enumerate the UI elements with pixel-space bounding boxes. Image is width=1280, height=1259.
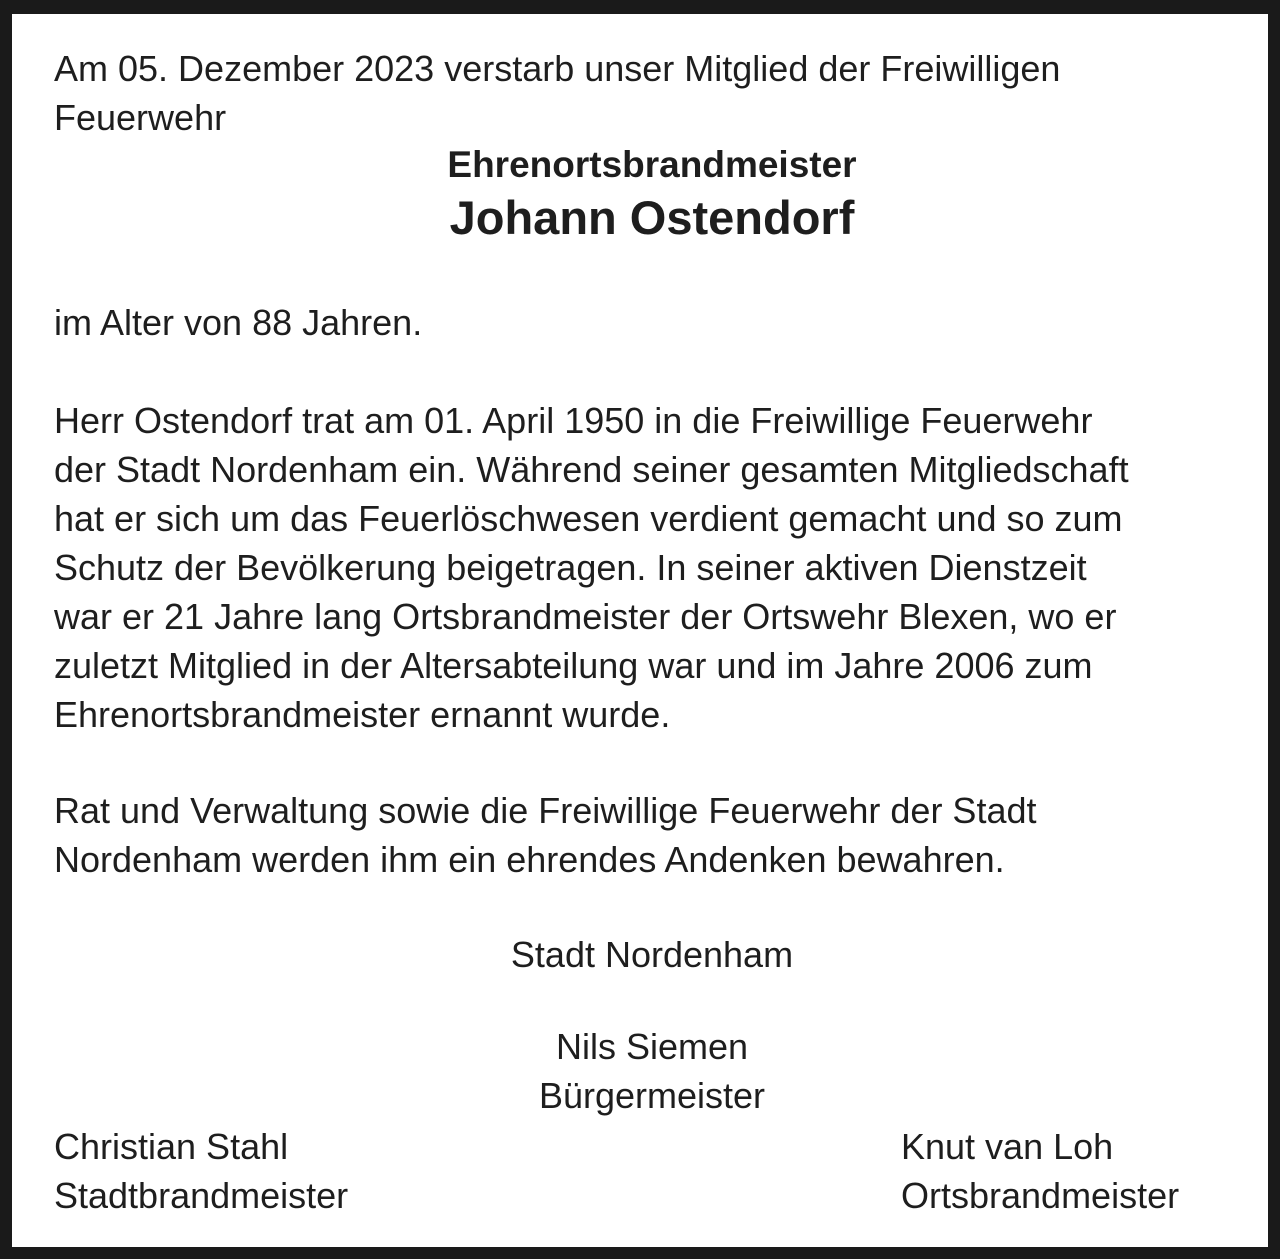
biography-line: Herr Ostendorf trat am 01. April 1950 in die Freiwillige Feuerwehr — [54, 400, 1093, 441]
intro-line: Feuerwehr — [54, 97, 227, 138]
signatory-left — [54, 1122, 348, 1220]
organization-name: Stadt Nordenham — [510, 934, 794, 975]
signatory-left-name: Christian Stahl — [54, 1126, 289, 1167]
biography-paragraph — [54, 396, 1129, 739]
biography-line: hat er sich um das Feuerlöschwesen verdient gemacht und so zum — [54, 498, 1123, 539]
signatory-right-title: Ortsbrandmeister — [901, 1175, 1180, 1216]
deceased-name: Johann Ostendorf — [449, 191, 855, 244]
biography-line: Ehrenortsbrandmeister ernannt wurde. — [54, 694, 671, 735]
age-line: im Alter von 88 Jahren. — [54, 302, 423, 343]
closing-line: Nordenham werden ihm ein ehrendes Andenken bewahren. — [54, 839, 1005, 880]
signatory-left-title: Stadtbrandmeister — [54, 1175, 349, 1216]
signatory-center-title: Bürgermeister — [538, 1075, 766, 1116]
closing-line: Rat und Verwaltung sowie die Freiwillige Feuerwehr der Stadt — [54, 790, 1037, 831]
biography-line: war er 21 Jahre lang Ortsbrandmeister der Ortswehr Blexen, wo er — [54, 596, 1117, 637]
biography-line: Schutz der Bevölkerung beigetragen. In seiner aktiven Dienstzeit — [54, 547, 1087, 588]
signatory-right — [901, 1122, 1179, 1220]
intro-line: Am 05. Dezember 2023 verstarb unser Mitglied der Freiwilligen — [54, 48, 1061, 89]
biography-line: zuletzt Mitglied in der Altersabteilung war und im Jahre 2006 zum — [54, 645, 1093, 686]
deceased-rank: Ehrenortsbrandmeister — [447, 144, 857, 185]
biography-line: der Stadt Nordenham ein. Während seiner gesamten Mitgliedschaft — [54, 449, 1129, 490]
signatory-center-name: Nils Siemen — [555, 1026, 749, 1067]
signatory-right-name: Knut van Loh — [901, 1126, 1114, 1167]
intro-paragraph — [54, 44, 1060, 142]
closing-paragraph — [54, 786, 1037, 884]
